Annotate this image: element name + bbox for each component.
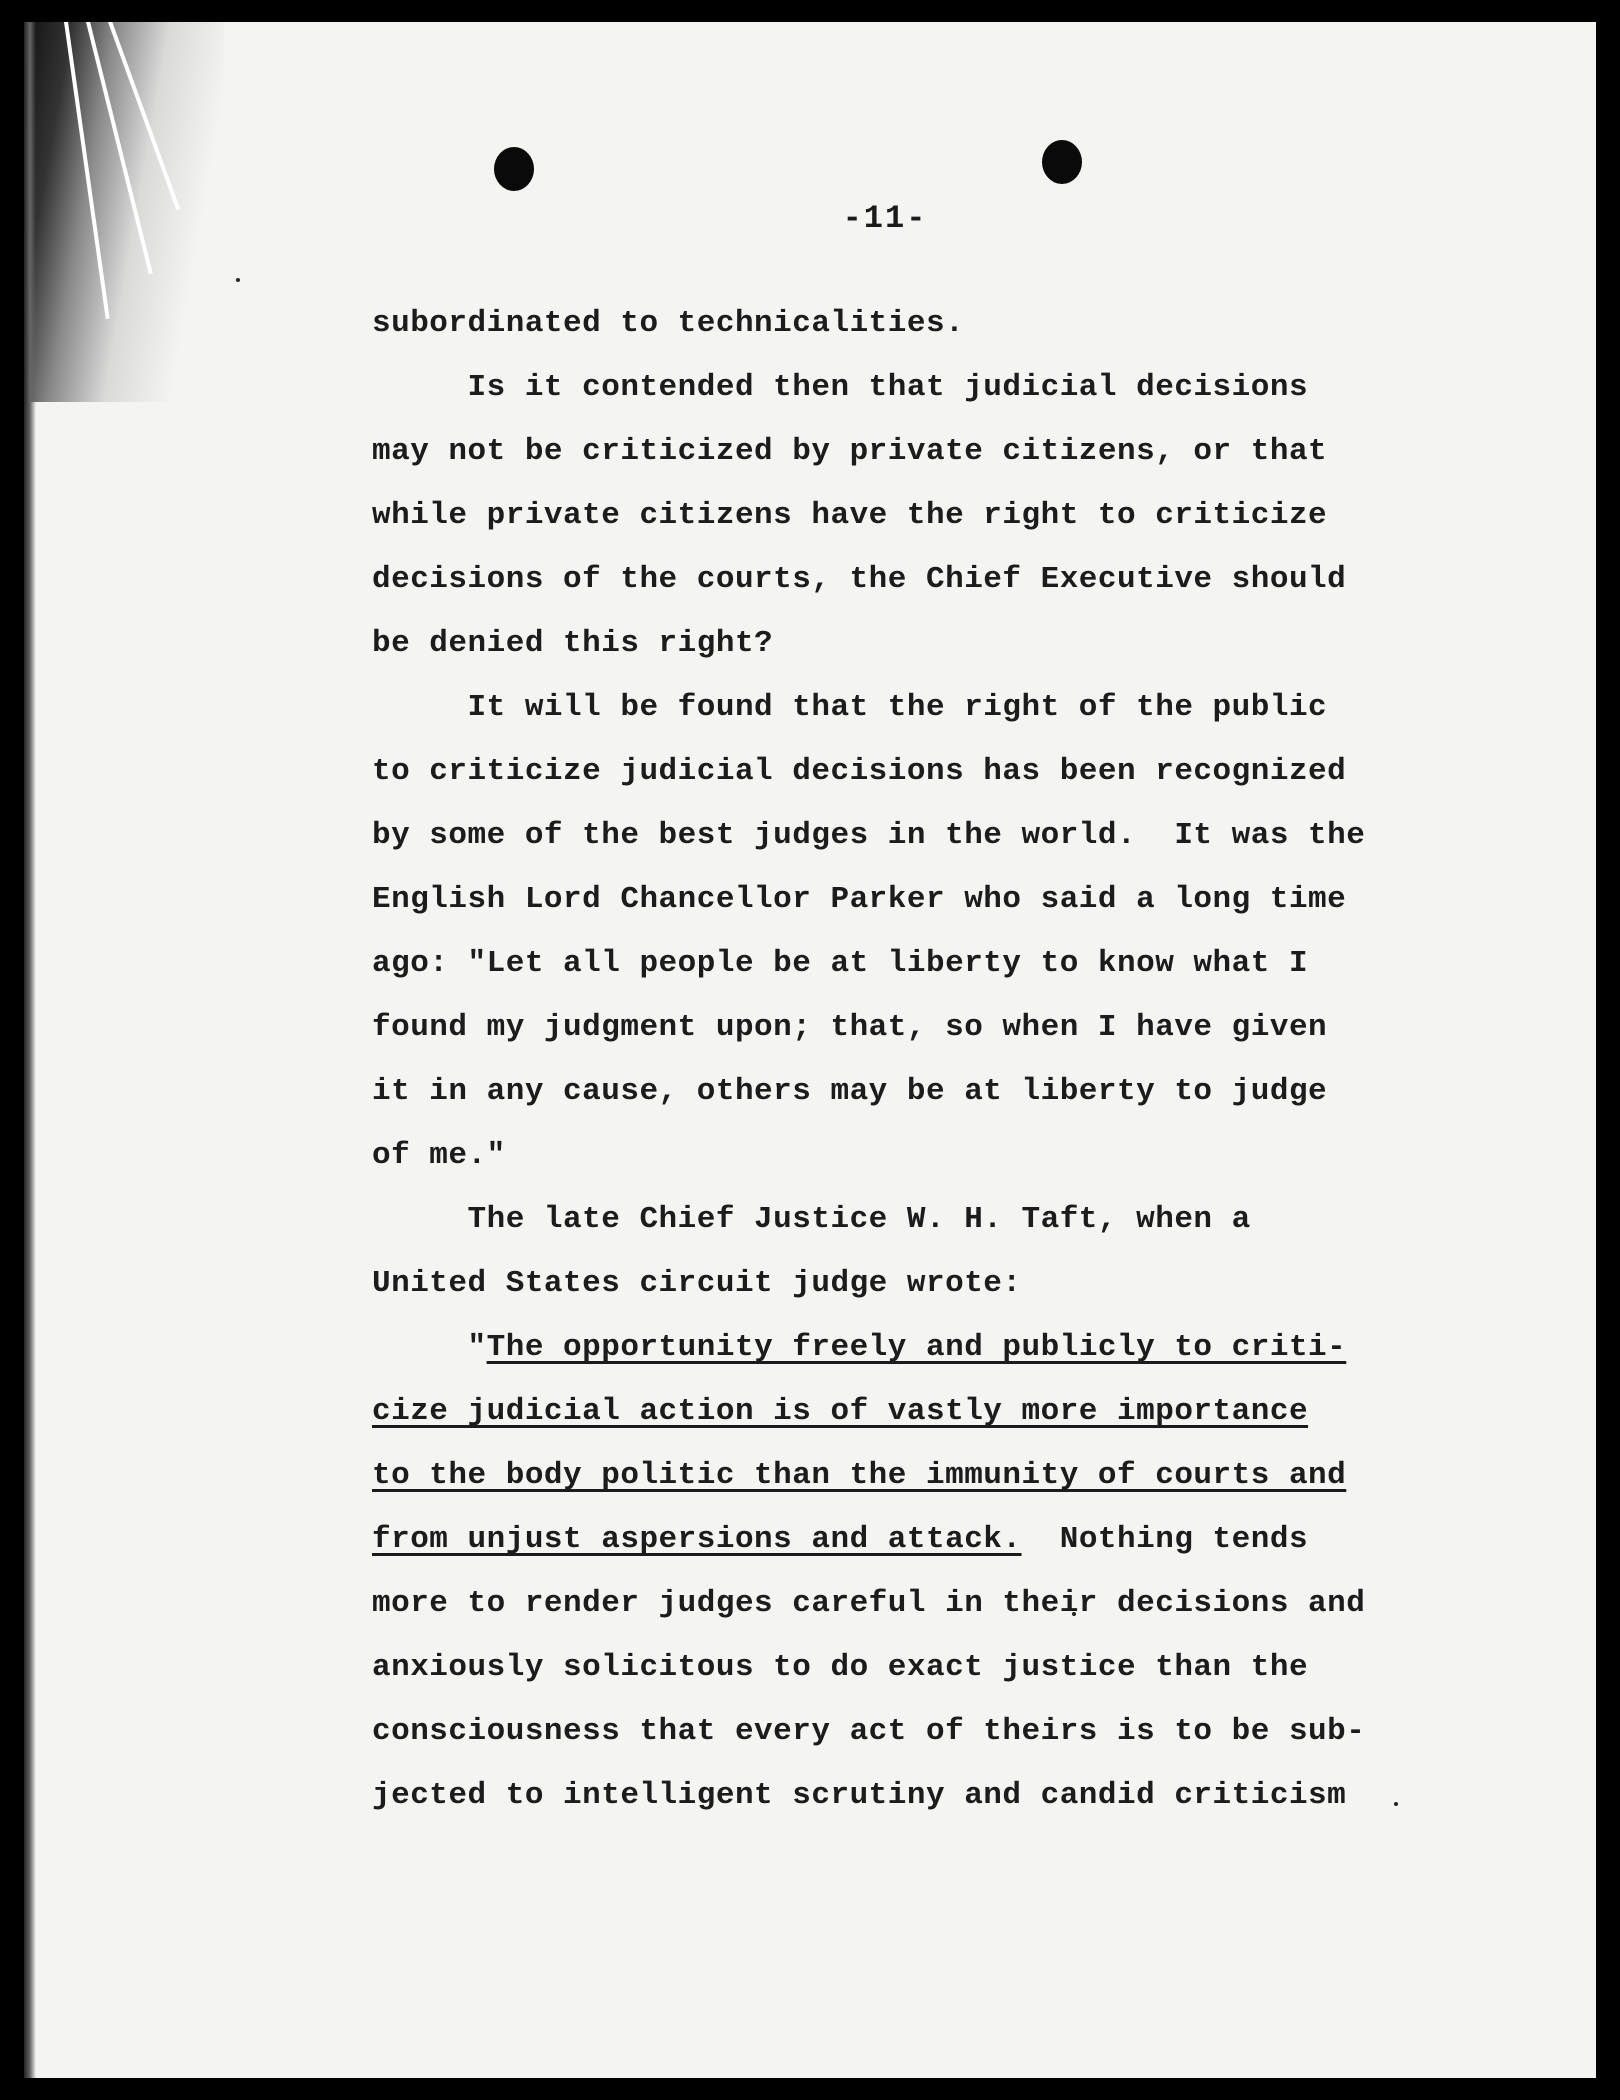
underlined-quote: to the body politic than the immunity of courts and <box>372 1458 1347 1493</box>
underlined-quote: cize judicial action is of vastly more importance <box>372 1394 1309 1429</box>
text-line <box>372 1508 1412 1572</box>
line-text: of me." <box>372 1138 506 1173</box>
text-line <box>372 356 1412 420</box>
line-text: by some of the best judges in the world. It was the <box>372 818 1366 853</box>
line-text: English Lord Chancellor Parker who said a long time <box>372 882 1347 917</box>
line-text: while private citizens have the right to criticize <box>372 498 1328 533</box>
line-text: United States circuit judge wrote: <box>372 1266 1022 1301</box>
text-line <box>372 1764 1412 1828</box>
line-text: to criticize judicial decisions has been recognized <box>372 754 1347 789</box>
line-text: it in any cause, others may be at liberty to judge <box>372 1074 1328 1109</box>
line-text: Is it contended then that judicial decisions <box>372 370 1309 405</box>
line-lead: " <box>372 1330 487 1365</box>
text-line <box>372 420 1412 484</box>
text-line <box>372 1316 1412 1380</box>
text-line <box>372 484 1412 548</box>
text-line <box>372 1636 1412 1700</box>
body-text <box>372 292 1412 1828</box>
text-line <box>372 1700 1412 1764</box>
text-line <box>372 868 1412 932</box>
line-text: It will be found that the right of the public <box>372 690 1328 725</box>
line-text: Nothing tends <box>1021 1522 1309 1557</box>
line-text: consciousness that every act of theirs is to be sub- <box>372 1714 1366 1749</box>
text-line <box>372 1252 1412 1316</box>
underlined-quote: from unjust aspersions and attack. <box>372 1522 1022 1557</box>
text-line <box>372 1188 1412 1252</box>
left-edge-curl <box>24 22 36 2078</box>
line-text: jected to intelligent scrutiny and candid criticism <box>372 1778 1347 1813</box>
text-line <box>372 1060 1412 1124</box>
text-line <box>372 1444 1412 1508</box>
page-number: -11- <box>842 200 928 237</box>
text-line <box>372 932 1412 996</box>
speck <box>236 278 240 282</box>
punch-hole-right <box>1042 140 1082 184</box>
text-line <box>372 804 1412 868</box>
line-text: decisions of the courts, the Chief Executive should <box>372 562 1347 597</box>
text-line <box>372 292 1412 356</box>
text-line <box>372 612 1412 676</box>
text-line <box>372 676 1412 740</box>
text-line <box>372 548 1412 612</box>
punch-hole-left <box>494 147 534 191</box>
line-text: be denied this right? <box>372 626 774 661</box>
line-text: may not be criticized by private citizens, or that <box>372 434 1328 469</box>
text-line <box>372 740 1412 804</box>
underlined-quote: The opportunity freely and publicly to criti- <box>486 1330 1347 1365</box>
line-text: more to render judges careful in their decisions and <box>372 1586 1366 1621</box>
text-line <box>372 1380 1412 1444</box>
document-page <box>24 22 1596 2078</box>
line-text: ago: "Let all people be at liberty to know what I <box>372 946 1309 981</box>
line-text: subordinated to technicalities. <box>372 306 965 341</box>
text-line <box>372 996 1412 1060</box>
line-text: anxiously solicitous to do exact justice than the <box>372 1650 1309 1685</box>
text-line <box>372 1572 1412 1636</box>
line-text: The late Chief Justice W. H. Taft, when a <box>372 1202 1251 1237</box>
text-line <box>372 1124 1412 1188</box>
line-text: found my judgment upon; that, so when I have given <box>372 1010 1328 1045</box>
